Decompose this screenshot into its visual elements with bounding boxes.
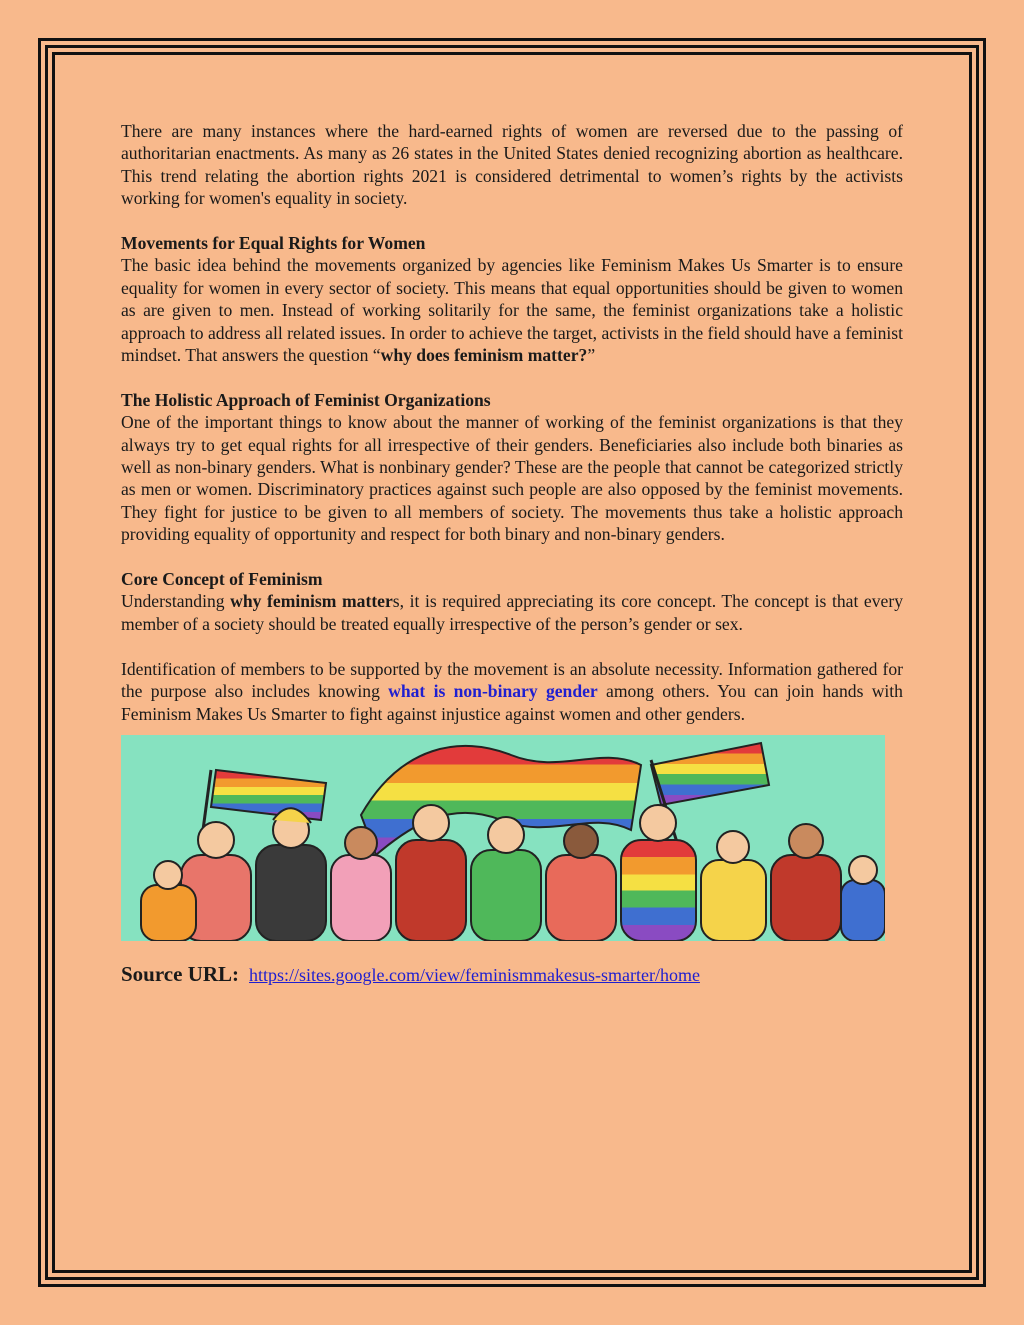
paragraph-identification xyxy=(121,658,903,725)
movements-tail: ” xyxy=(587,345,596,366)
paragraph-core xyxy=(121,590,903,635)
heading-holistic: The Holistic Approach of Feminist Organizations xyxy=(121,389,491,410)
core-bold-phrase: why feminism matter xyxy=(230,591,393,612)
paragraph-movements xyxy=(121,254,903,366)
source-url-link[interactable]: https://sites.google.com/view/feminismmakesus-smarter/home xyxy=(249,964,700,985)
non-binary-gender-link[interactable]: what is non-binary gender xyxy=(388,681,598,702)
movements-bold-question: why does feminism matter? xyxy=(380,345,588,366)
rainbow-crowd-illustration xyxy=(121,735,885,941)
source-label: Source URL: xyxy=(121,961,240,986)
identification-post: among others. You can join hands with Feminism Makes Us Smarter to fight against injustice against women and other genders. xyxy=(121,681,903,724)
document-content xyxy=(121,120,903,986)
heading-movements: Movements for Equal Rights for Women xyxy=(121,233,426,254)
source-row xyxy=(121,963,903,986)
heading-core: Core Concept of Feminism xyxy=(121,569,323,590)
core-post: s, it is required appreciating its core concept. The concept is that every member of a society should be treated equally irrespective of the person’s gender or sex. xyxy=(121,591,903,634)
intro-paragraph: There are many instances where the hard-earned rights of women are reversed due to the passing of authoritarian enactments. As many as 26 states in the United States denied recognizing abortion as healthcare. This trend relating the abortion rights 2021 is considered detrimental to women’s rights by the activists working for women's equality in society. xyxy=(121,121,903,209)
movements-body: The basic idea behind the movements organized by agencies like Feminism Makes Us Smarter is to ensure equality for women in every sector of society. This means that equal opportunities should be given to women as are given to men. Instead of working solitarily for the same, the feminist organizations take a holistic approach to address all related issues. In order to achieve the target, activists in the field should have a feminist mindset. That answers the question “ xyxy=(121,255,903,366)
core-pre: Understanding xyxy=(121,591,231,612)
identification-pre: Identification of members to be supported by the movement is an absolute necessity. Information gathered for the purpose also includes knowing xyxy=(121,658,903,702)
paragraph-holistic: One of the important things to know about the manner of working of the feminist organizations is that they always try to get equal rights for all irrespective of their genders. Beneficiaries also include both binaries as well as non-binary genders. What is nonbinary gender? These are the people that cannot be categorized strictly as men or women. Discriminatory practices against such people are also opposed by the feminist movements. They fight for justice to be given to all members of society. The movements thus take a holistic approach providing equality of opportunity and respect for both binary and non-binary genders. xyxy=(121,412,903,545)
